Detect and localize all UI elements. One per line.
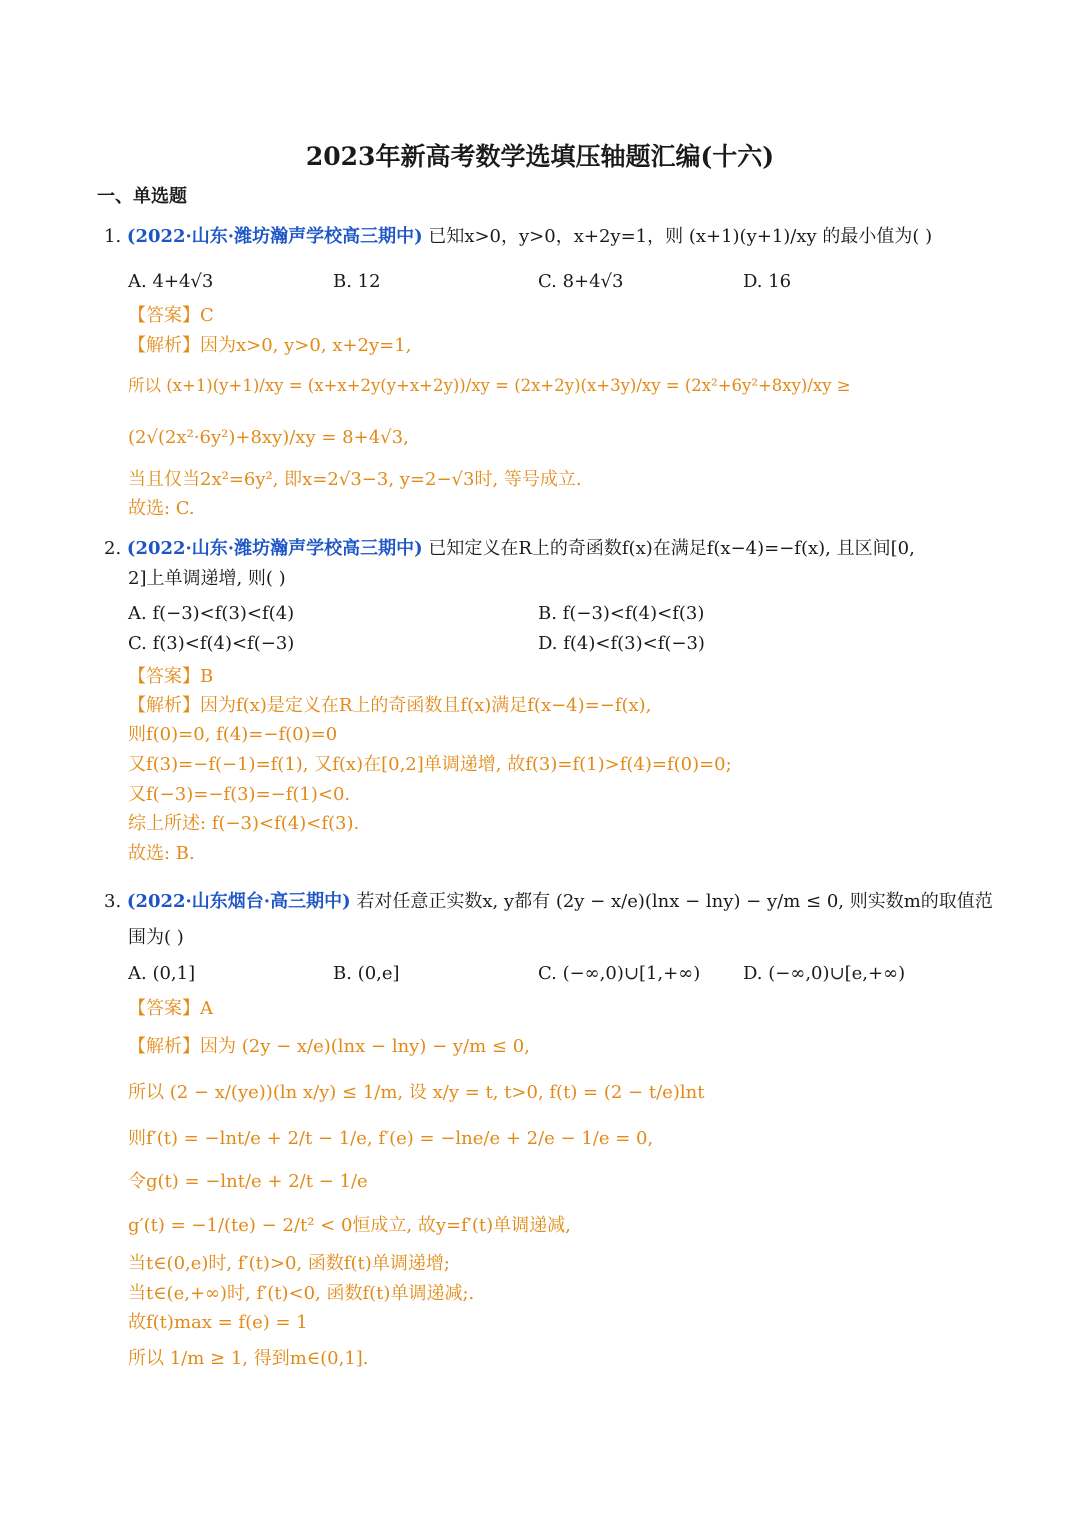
- solution-line: 令g(t) = −lnt/e + 2/t − 1/e: [128, 1171, 368, 1192]
- solution-line: 则f(0)=0, f(4)=−f(0)=0: [128, 724, 338, 745]
- solution-line: 故选: B.: [128, 843, 195, 864]
- solution-line: 又f(−3)=−f(3)=−f(1)<0.: [128, 784, 351, 805]
- option-b: B. 12: [333, 271, 381, 292]
- option-a: A. (0,1]: [128, 963, 196, 984]
- solution-line: 【解析】因为x>0, y>0, x+2y=1,: [128, 335, 412, 356]
- question-stem-continued: 围为( ): [128, 927, 184, 948]
- option-b: B. (0,e]: [333, 963, 400, 984]
- question-source: (2022·山东·潍坊瀚声学校高三期中): [126, 226, 423, 247]
- solution-line: 所以 1/m ≥ 1, 得到m∈(0,1].: [128, 1348, 369, 1369]
- question-number: 3.: [104, 891, 122, 912]
- question-stem-continued: 2]上单调递增, 则( ): [128, 568, 286, 589]
- option-a: A. 4+4√3: [128, 271, 214, 292]
- solution-line: 故f(t)max = f(e) = 1: [128, 1312, 308, 1333]
- solution-line: 所以 (2 − x/(ye))(ln x/y) ≤ 1/m, 设 x/y = t, t>0, f(t) = (2 − t/e)lnt: [128, 1082, 705, 1103]
- question-number: 2.: [104, 538, 122, 559]
- solution-line: 又f(3)=−f(−1)=f(1), 又f(x)在[0,2]单调递增, 故f(3)=f(1)>f(4)=f(0)=0;: [128, 754, 732, 775]
- answer: 【答案】C: [128, 305, 214, 326]
- question-stem: 已知定义在R上的奇函数f(x)在满足f(x−4)=−f(x), 且区间[0,: [428, 538, 915, 559]
- solution-line: (2√(2x²·6y²)+8xy)/xy = 8+4√3,: [128, 427, 409, 448]
- solution-line: 【解析】因为f(x)是定义在R上的奇函数且f(x)满足f(x−4)=−f(x),: [128, 695, 652, 716]
- answer: 【答案】B: [128, 666, 214, 687]
- solution-line: 故选: C.: [128, 498, 195, 519]
- question-stem: 若对任意正实数x, y都有 (2y − x/e)(lnx − lny) − y/m ≤ 0, 则实数m的取值范: [356, 891, 993, 912]
- option-c: C. 8+4√3: [538, 271, 624, 292]
- solution-line: 【解析】因为 (2y − x/e)(lnx − lny) − y/m ≤ 0,: [128, 1036, 530, 1057]
- question-stem: 已知x>0，y>0，x+2y=1，则 (x+1)(y+1)/xy 的最小值为( ): [428, 226, 933, 247]
- option-c: C. f(3)<f(4)<f(−3): [128, 633, 295, 654]
- page-title: 2023年新高考数学选填压轴题汇编(十六): [305, 142, 775, 171]
- option-a: A. f(−3)<f(3)<f(4): [128, 603, 295, 624]
- solution-line: g′(t) = −1/(te) − 2/t² < 0恒成立, 故y=f′(t)单调递减,: [128, 1215, 571, 1236]
- option-d: D. f(4)<f(3)<f(−3): [538, 633, 705, 654]
- question-2: [104, 537, 915, 561]
- section-heading: 一、单选题: [97, 186, 187, 207]
- option-b: B. f(−3)<f(4)<f(3): [538, 603, 705, 624]
- question-1: [104, 225, 932, 249]
- solution-line: 所以 (x+1)(y+1)/xy = (x+x+2y(y+x+2y))/xy = (2x+2y)(x+3y)/xy = (2x²+6y²+8xy)/xy ≥: [128, 376, 851, 395]
- option-d: D. 16: [743, 271, 792, 292]
- solution-line: 则f′(t) = −lnt/e + 2/t − 1/e, f′(e) = −lne/e + 2/e − 1/e = 0,: [128, 1128, 654, 1149]
- option-d: D. (−∞,0)∪[e,+∞): [743, 963, 906, 984]
- question-number: 1.: [104, 226, 122, 247]
- solution-line: 当且仅当2x²=6y², 即x=2√3−3, y=2−√3时, 等号成立.: [128, 469, 582, 490]
- question-source: (2022·山东烟台·高三期中): [126, 891, 351, 912]
- question-source: (2022·山东·潍坊瀚声学校高三期中): [126, 538, 423, 559]
- solution-line: 综上所述: f(−3)<f(4)<f(3).: [128, 813, 360, 834]
- answer: 【答案】A: [128, 998, 213, 1019]
- solution-line: 当t∈(e,+∞)时, f′(t)<0, 函数f(t)单调递减;.: [128, 1283, 475, 1304]
- solution-line: 当t∈(0,e)时, f′(t)>0, 函数f(t)单调递增;: [128, 1253, 450, 1274]
- question-3: [104, 890, 993, 914]
- option-c: C. (−∞,0)∪[1,+∞): [538, 963, 701, 984]
